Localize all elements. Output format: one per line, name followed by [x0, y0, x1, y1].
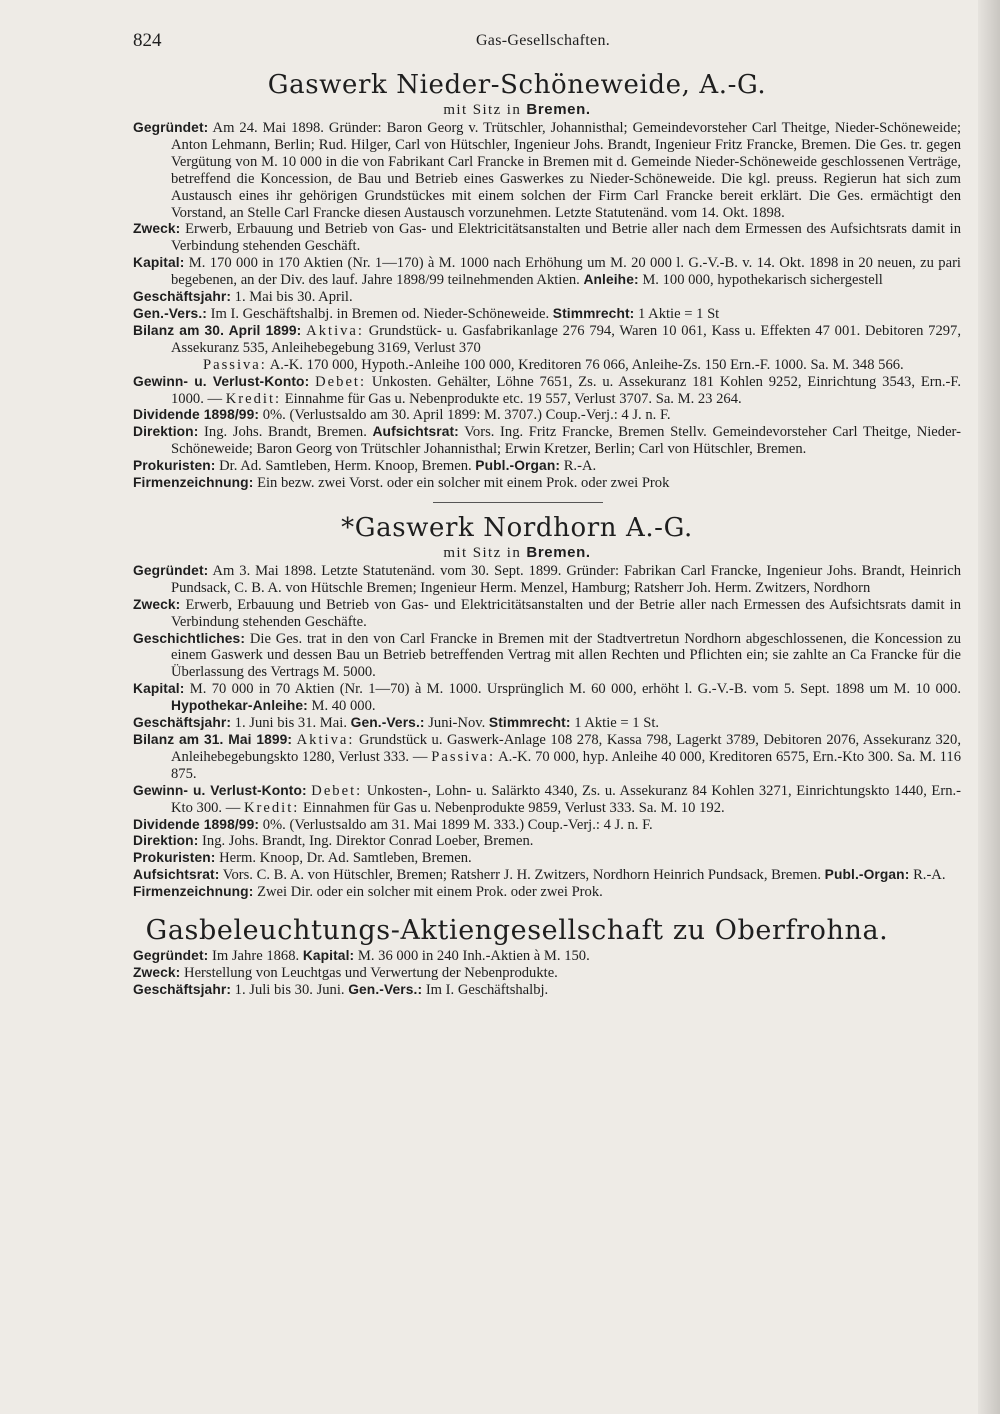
running-title: Gas-Gesellschaften.	[475, 32, 611, 49]
history-text: Die Ges. trat in den von Carl Francke in Bremen mit der Stadtvertretun Nordhorn abgeschlossenen, die Koncession zu einem Gaswerk und dessen Bau un Betrieb betreffenden Vertrag mit allen Rechten und Pflichten ein; sie zahlte an Ca Francke für die Überlassung des Vertrags M. 5000.	[171, 630, 961, 681]
balance-label: Bilanz am 30. April 1899:	[133, 322, 302, 338]
credit-text: Einnahmen für Gas u. Nebenprodukte 9859, Verlust 333. Sa. M. 10 192.	[302, 799, 725, 816]
debit-label: Debet:	[311, 782, 363, 799]
company-title: Gasbeleuchtungs-Aktiengesellschaft zu Oberfrohna.	[145, 915, 889, 947]
page-number: 824	[133, 30, 162, 51]
signature-text: Zwei Dir. oder ein solcher mit einem Prok. oder zwei Prok.	[257, 884, 603, 901]
company-title: *Gaswerk Nordhorn A.-G.	[341, 512, 693, 543]
liabilities-label: Passiva:	[431, 748, 496, 765]
general-meeting-text: Im I. Geschäftshalbj.	[425, 981, 549, 998]
general-meeting-paragraph	[133, 306, 961, 323]
assets-label: Aktiva:	[306, 322, 364, 339]
fiscal-year-label: Geschäftsjahr:	[133, 715, 232, 731]
assets-text: Grundstück u. Gaswerk-Anlage 108 278, Kassa 798, Lagerkt 3789, Debitoren 2076, Assekuranz 320, Anleihebegebungskto 1280, Verlust 333. —	[171, 732, 962, 765]
capital-label: Kapital:	[133, 681, 185, 697]
mortgage-loan-text: M. 40 000.	[311, 698, 376, 715]
supervisory-board-paragraph	[133, 867, 961, 884]
debit-text: Unkosten-, Lohn- u. Salärkto 4340, Zs. u. Assekuranz 84 Kohlen 3271, Einrichtungskto 1440, Ern.-Kto 300. —	[171, 782, 962, 816]
management-paragraph	[133, 833, 961, 850]
publication-organ-text: R.-A.	[563, 458, 597, 475]
signature-label: Firmenzeichnung:	[133, 884, 254, 900]
company-entry-nieder-schoeneweide	[133, 70, 961, 492]
founded-text: Am 3. Mai 1898. Letzte Statutenänd. vom 30. Sept. 1899. Gründer: Fabrikan Carl Francke, Ingenieur Johs. Brandt, Heinrich Pundsack, C. B. A. von Hütschle Bremen; Ingenieur Herm. Menzel, Hamburg; Ratsherr Joh. Herm. Zwitzers, Nordhorn	[171, 562, 961, 596]
signature-paragraph	[133, 884, 961, 901]
company-title: Gaswerk Nieder-Schöneweide, A.-G.	[267, 70, 767, 100]
general-meeting-label: Gen.-Vers.:	[348, 981, 423, 997]
founded-label: Gegründet:	[133, 120, 209, 135]
founded-text: Am 24. Mai 1898. Gründer: Baron Georg v. Trütschler, Johannisthal; Gemeindevorsteher Carl Theitge, Nieder-Schöneweide; Anton Lehmann, Berlin; Rud. Hilger, Carl von Hütschler, Ingenieur Johs. Brandt, Ingenieur Fritz Francke, Bremen. Die Ges. tr. gegen Vergütung von M. 10 000 in die von Fabrikant Carl Francke in Bremen mit d. Gemeinde Nieder-Schöneweide geschlossenen Verträge, betreffend die Koncession, de Bau und Betrieb eines Gaswerkes zu Nieder-Schöneweide. Die kgl. preuss. Regierun hat sich zum Austausch eines ihr gehörigen Grundstückes mit einem solchen der Firm Carl Francke bereit erklärt. Die Ges. ermächtigt den Vorstand, an Stelle Carl Francke diesen Austausch vorzunehmen. Letzte Statutenänd. vom 14. Okt. 1898.	[171, 120, 962, 221]
balance-paragraph	[133, 732, 961, 783]
founded-label: Gegründet:	[133, 948, 209, 964]
purpose-text: Erwerb, Erbauung und Betrieb von Gas- und Elektricitätsanstalten und Betrie aller nach dem Ermessen des Aufsichtsrats damit in Verbindung stehenden Geschäft.	[171, 221, 961, 255]
founded-text: Im Jahre 1868.	[212, 948, 300, 965]
general-meeting-text: Juni-Nov.	[428, 715, 486, 732]
general-meeting-label: Gen.-Vers.:	[350, 715, 425, 731]
management-label: Direktion:	[133, 833, 199, 849]
page-edge-shadow	[978, 0, 1000, 1414]
dividend-label: Dividende 1898/99:	[133, 407, 260, 423]
profit-loss-paragraph	[133, 374, 961, 408]
management-text: Ing. Johs. Brandt, Bremen.	[204, 424, 367, 441]
founded-paragraph	[133, 948, 961, 965]
fiscal-year-text: 1. Juli bis 30. Juni.	[234, 981, 345, 998]
proxies-paragraph	[133, 458, 961, 475]
history-paragraph	[133, 631, 961, 682]
proxies-text: Dr. Ad. Samtleben, Herm. Knoop, Bremen.	[219, 458, 472, 475]
voting-right-label: Stimmrecht:	[552, 305, 635, 321]
capital-text: M. 36 000 in 240 Inh.-Aktien à M. 150.	[357, 948, 590, 965]
voting-right-text: 1 Aktie = 1 St	[638, 305, 720, 322]
fiscal-year-text: 1. Juni bis 31. Mai.	[234, 715, 347, 732]
company-seat	[133, 101, 901, 119]
liabilities-label: Passiva:	[203, 356, 267, 373]
founded-paragraph	[133, 563, 961, 597]
debit-text: Unkosten. Gehälter, Löhne 7651, Zs. u. Assekuranz 181 Kohlen 9252, Einrichtung 3543, Ern.-F. 1000. —	[171, 373, 961, 407]
page-content	[133, 70, 961, 999]
history-label: Geschichtliches:	[133, 630, 246, 646]
management-label: Direktion:	[133, 424, 199, 440]
purpose-paragraph	[133, 965, 961, 982]
company-entry-nordhorn	[133, 513, 961, 901]
balance-paragraph	[133, 323, 961, 374]
fiscal-year-paragraph	[133, 715, 961, 732]
purpose-label: Zweck:	[133, 596, 181, 612]
proxies-text: Herm. Knoop, Dr. Ad. Samtleben, Bremen.	[219, 850, 472, 867]
debit-label: Debet:	[315, 373, 367, 390]
proxies-paragraph	[133, 850, 961, 867]
signature-label: Firmenzeichnung:	[133, 475, 254, 491]
purpose-text: Herstellung von Leuchtgas und Verwertung der Nebenprodukte.	[184, 964, 558, 981]
liabilities-text: A.-K. 70 000, hyp. Anleihe 40 000, Kreditoren 6575, Ern.-Kto 300. Sa. M. 116 875.	[171, 748, 961, 782]
signature-text: Ein bezw. zwei Vorst. oder ein solcher mit einem Prok. oder zwei Prok	[257, 475, 670, 492]
profit-loss-label: Gewinn- u. Verlust-Konto:	[133, 373, 310, 389]
supervisory-board-label: Aufsichtsrat:	[372, 424, 459, 440]
supervisory-board-text: Vors. Ing. Fritz Francke, Bremen Stellv. Gemeindevorsteher Carl Theitge, Nieder-Schöneweide; Baron Georg von Trütschler Johannisthal; Erwin Kretzer, Berlin; Carl von Hütschler, Bremen.	[171, 424, 961, 458]
page-header	[133, 30, 953, 56]
management-paragraph	[133, 424, 961, 458]
loan-text: M. 100 000, hypothekarisch sichergestell	[642, 272, 883, 289]
assets-text: Grundstück- u. Gasfabrikanlage 276 794, Waren 10 061, Kass u. Effekten 47 001. Debitoren 7297, Assekuranz 535, Anleihebegebung 3169, Verlust 370	[171, 322, 961, 356]
assets-label: Aktiva:	[296, 732, 355, 748]
capital-paragraph	[133, 255, 961, 289]
fiscal-year-paragraph	[133, 289, 961, 306]
founded-paragraph	[133, 120, 961, 221]
fiscal-year-label: Geschäftsjahr:	[133, 289, 232, 305]
capital-paragraph	[133, 681, 961, 715]
capital-text: M. 70 000 in 70 Aktien (Nr. 1—70) à M. 1000. Ursprünglich M. 60 000, erhöht l. G.-V.-B. vom 5. Sept. 1898 um M. 10 000.	[189, 681, 961, 698]
profit-loss-paragraph	[133, 783, 961, 817]
purpose-text: Erwerb, Erbauung und Betrieb von Gas- und Elektricitätsanstalten und der Betrie aller nach Ermessen des Aufsichtsrats damit in Verbindung stehenden Geschäfte.	[171, 596, 961, 630]
balance-label: Bilanz am 31. Mai 1899:	[133, 732, 293, 747]
seat-prefix: mit Sitz in	[443, 544, 522, 561]
publication-organ-label: Publ.-Organ:	[475, 458, 561, 474]
dividend-paragraph	[133, 407, 961, 424]
general-meeting-label: Gen.-Vers.:	[133, 305, 207, 321]
section-spacer	[133, 901, 961, 915]
fiscal-year-paragraph	[133, 982, 961, 999]
seat-city: Bremen.	[526, 101, 591, 118]
loan-label: Anleihe:	[583, 272, 639, 288]
mortgage-loan-label: Hypothekar-Anleihe:	[171, 698, 308, 714]
voting-right-label: Stimmrecht:	[488, 715, 571, 731]
proxies-label: Prokuristen:	[133, 850, 216, 866]
signature-paragraph	[133, 475, 961, 492]
purpose-paragraph	[133, 221, 961, 255]
proxies-label: Prokuristen:	[133, 458, 216, 474]
capital-label: Kapital:	[302, 948, 355, 964]
supervisory-board-label: Aufsichtsrat:	[133, 867, 220, 883]
voting-right-text: 1 Aktie = 1 St.	[574, 715, 660, 732]
liabilities-text: A.-K. 170 000, Hypoth.-Anleihe 100 000, Kreditoren 76 066, Anleihe-Zs. 150 Ern.-F. 1000. Sa. M. 348 566.	[269, 356, 904, 373]
company-seat	[133, 544, 901, 562]
dividend-text: 0%. (Verlustsaldo am 31. Mai 1899 M. 333.) Coup.-Verj.: 4 J. n. F.	[262, 816, 653, 833]
credit-label: Kredit:	[243, 799, 300, 816]
supervisory-board-text: Vors. C. B. A. von Hütschler, Bremen; Ratsherr J. H. Zwitzers, Nordhorn Heinrich Pundsack, Bremen.	[222, 867, 821, 884]
publication-organ-label: Publ.-Organ:	[824, 867, 910, 883]
founded-label: Gegründet:	[133, 562, 209, 578]
seat-prefix: mit Sitz in	[443, 102, 522, 118]
company-entry-oberfrohna	[133, 915, 961, 999]
purpose-paragraph	[133, 597, 961, 631]
credit-text: Einnahme für Gas u. Nebenprodukte etc. 19 557, Verlust 3707. Sa. M. 23 264.	[284, 390, 742, 407]
general-meeting-text: Im I. Geschäftshalbj. in Bremen od. Nieder-Schöneweide.	[210, 305, 550, 322]
credit-label: Kredit:	[225, 390, 282, 407]
publication-organ-text: R.-A.	[913, 867, 946, 884]
dividend-paragraph	[133, 817, 961, 834]
fiscal-year-text: 1. Mai bis 30. April.	[234, 289, 353, 306]
dividend-text: 0%. (Verlustsaldo am 30. April 1899: M. 3707.) Coup.-Verj.: 4 J. n. F.	[262, 407, 671, 424]
capital-text: M. 170 000 in 170 Aktien (Nr. 1—170) à M. 1000 nach Erhöhung um M. 20 000 l. G.-V.-B. v. 14. Okt. 1898 in 20 neuen, zu pari begebenen, an der Div. des lauf. Jahre 1898/99 teilnehmenden Aktien.	[171, 255, 961, 289]
section-divider	[433, 502, 603, 503]
dividend-label: Dividende 1898/99:	[133, 816, 260, 832]
purpose-label: Zweck:	[133, 221, 181, 237]
capital-label: Kapital:	[133, 255, 185, 271]
seat-city: Bremen.	[526, 543, 591, 561]
purpose-label: Zweck:	[133, 964, 181, 980]
profit-loss-label: Gewinn- u. Verlust-Konto:	[133, 782, 307, 798]
fiscal-year-label: Geschäftsjahr:	[133, 981, 232, 997]
management-text: Ing. Johs. Brandt, Ing. Direktor Conrad Loeber, Bremen.	[202, 833, 534, 850]
